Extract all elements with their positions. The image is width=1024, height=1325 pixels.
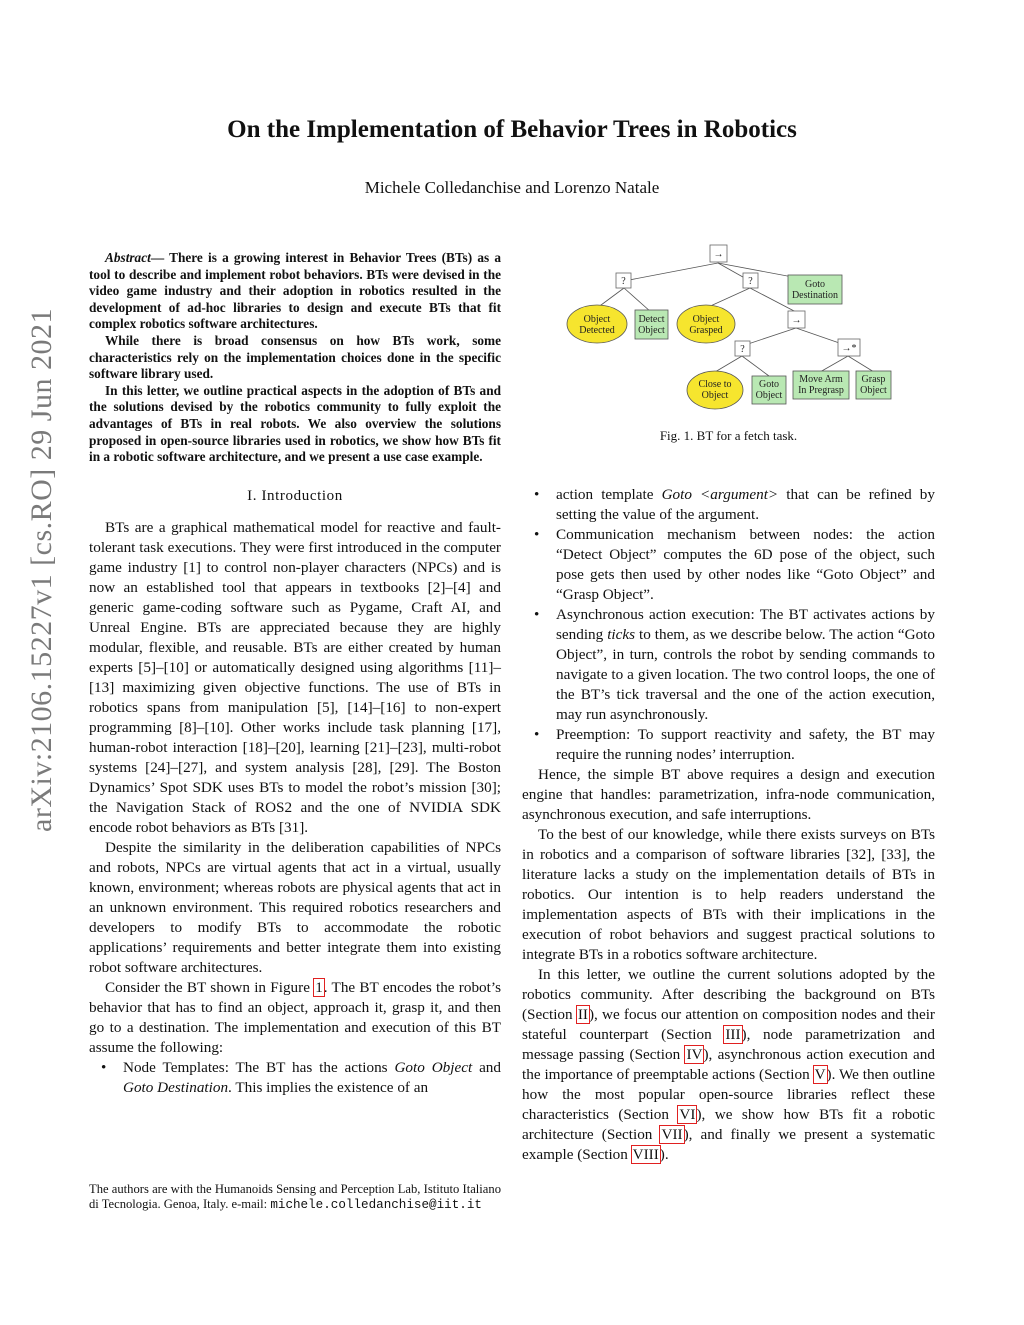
node-label: Destination bbox=[791, 290, 839, 301]
abstract-p3: In this letter, we outline practical aspects in the adoption of BTs and the solutions devised by the robotics community to fully exploit the advantages of BTs in real robots. We also overview the solutions proposed in open-source libraries used in robotics, we show how BTs fit in a robotic software architecture, and we present a use case example. bbox=[89, 382, 501, 465]
left-column bbox=[89, 250, 501, 1098]
abstract-label: Abstract bbox=[105, 250, 151, 265]
node-label: Object bbox=[860, 385, 887, 396]
intro-paragraph-2: Despite the similarity in the deliberation capabilities of NPCs and robots, NPCs are virtual agents that act in a virtual, usually known, environment; whereas robots are physical agents that act in an unknown environment. This required robotics researchers and developers to modify BTs to accommodate the robotic applications’ requirements and better integrate them into existing robot software architectures. bbox=[89, 838, 501, 976]
bullet-text: action template bbox=[556, 486, 662, 503]
node-label: Object bbox=[638, 325, 665, 336]
intro-p3-text-cont: . The BT encodes the robot’s behavior that has to find an object, approach it, grasp it, and then go to a destination. The implementation and execution of this BT assume the following: bbox=[89, 978, 501, 1056]
node-label: Grasp bbox=[861, 374, 886, 385]
section-ref-link-vii[interactable]: VII bbox=[661, 1126, 683, 1143]
section-ref-link-vi[interactable]: VI bbox=[679, 1106, 696, 1123]
behavior-tree-figure bbox=[560, 240, 910, 410]
condition-close-to-object bbox=[687, 371, 743, 409]
arxiv-sidebar-stamp bbox=[20, 190, 64, 950]
abstract-p1: There is a growing interest in Behavior Trees (BTs) as a tool to describe and implement robot behaviors. BTs were devised in the video game industry and their adoption in robotics resulted in the development of ad-hoc libraries to design and execute BTs that fit complex robotics software architectures. bbox=[89, 250, 502, 332]
sequence-with-memory-node bbox=[838, 339, 860, 356]
fallback-label: ? bbox=[621, 276, 626, 287]
section-ref-link-v[interactable]: V bbox=[814, 1066, 826, 1083]
sequence-node-2 bbox=[788, 311, 805, 328]
figure-caption: Fig. 1. BT for a fetch task. bbox=[659, 428, 798, 443]
node-label: Object bbox=[701, 390, 729, 401]
node-label: Detected bbox=[579, 325, 615, 336]
right-paragraph-1: Hence, the simple BT above requires a design and execution engine that handles: parametrization, infra-node communication, asynchronous execution, and safe interruptions. bbox=[522, 766, 935, 823]
section-ref-link-iii[interactable]: III bbox=[725, 1026, 741, 1043]
bullet-continuation bbox=[522, 485, 935, 525]
node-label: Object bbox=[583, 314, 611, 325]
footnote-text: The authors are with the Humanoids Sensing and Perception Lab, Istituto Italiano di Tecnologia. Genoa, Italy. e-mail: bbox=[89, 1182, 501, 1211]
bullet-text: Node Templates: The BT has the actions bbox=[123, 1058, 395, 1076]
intro-p3-text: Consider the BT shown in Figure bbox=[105, 978, 315, 996]
figure-reference-link[interactable]: 1 bbox=[315, 978, 323, 996]
paragraph-text: ), node parametrization and message passing (Section bbox=[522, 1026, 935, 1063]
section-ref-link-viii[interactable]: VIII bbox=[632, 1146, 659, 1163]
italic-ticks: ticks bbox=[607, 626, 636, 643]
node-label: In Pregrasp bbox=[798, 385, 844, 396]
node-label: Goto bbox=[805, 279, 825, 290]
bullet-italic-goto-destination: Goto Destination bbox=[123, 1078, 229, 1096]
paper-authors: Michele Colledanchise and Lorenzo Natale bbox=[364, 178, 660, 197]
node-label: Close to bbox=[698, 379, 732, 390]
right-paragraph-2: To the best of our knowledge, while there exists surveys on BTs in robotics and a comparison of software libraries [32], [33], the literature lacks a study on the implementation details of BTs in robotics. Our intention is to help readers understand the implementation aspects of BTs with their implications in the execution of robot behaviors and suggest practical solutions to integrate BTs in a robotics software architecture. bbox=[522, 826, 935, 963]
node-label: Object bbox=[755, 390, 783, 401]
fallback-label: ? bbox=[740, 344, 745, 355]
root-sequence-node bbox=[710, 245, 727, 262]
bullet-text: . This implies the existence of an bbox=[228, 1078, 429, 1096]
node-label: Object bbox=[692, 314, 720, 325]
condition-object-grasped bbox=[677, 305, 735, 343]
sequence-arrow-label: → bbox=[791, 315, 802, 326]
node-label: Grasped bbox=[689, 325, 723, 336]
paragraph-text: ), we show how BTs fit a robotic architecture (Section bbox=[522, 1106, 935, 1143]
node-label: Goto bbox=[759, 379, 779, 390]
bullet-asynchronous-execution bbox=[522, 605, 935, 725]
action-goto-object bbox=[752, 376, 786, 404]
intro-paragraph-1: BTs are a graphical mathematical model for reactive and fault-tolerant task executions. They were first introduced in the computer game industry [1] to control non-player characters (NPCs) and is now an established tool that appears in textbooks [2]–[4] and generic game-coding software such as Pygame, Craft AI, and Unreal Engine. BTs are appreciated because they are highly modular, flexible, and reusable. BTs are either created by human experts [5]–[10] or automatically designed using algorithms [11]–[13] maximizing given objective functions. The use of BTs in robotics spans from manipulation [5], [14]–[16] to non-expert programming [8]–[10]. Other works include task planning [17], human-robot interaction [18]–[20], learning [21]–[23], multi-robot systems [24]–[27], and system analysis [28], [29]. The Boston Dynamics’ Spot SDK uses BTs to model the robot’s mission [30]; the Navigation Stack of ROS2 and the one of NVIDIA SDK encode robot behaviors as BTs [31]. bbox=[89, 518, 501, 836]
paragraph-text: ). We then outline how the most popular open-source libraries reflect these characteristics (Section bbox=[522, 1066, 935, 1123]
intro-paragraph-3 bbox=[89, 978, 501, 1058]
bullet-text: Asynchronous action execution: The BT activates actions by sending bbox=[556, 606, 935, 643]
paragraph-text: ), we focus our attention on composition nodes and their stateful counterpart (Section bbox=[522, 1006, 935, 1043]
assumption-list-continued bbox=[522, 485, 935, 765]
right-paragraph-3 bbox=[522, 965, 935, 1165]
node-label: Move Arm bbox=[799, 374, 843, 385]
bullet-italic-goto-object: Goto Object bbox=[394, 1058, 473, 1076]
affiliation-footnote bbox=[89, 1182, 501, 1213]
action-grasp-object bbox=[856, 371, 891, 399]
goto-argument-template: Goto <argument> bbox=[661, 486, 779, 503]
fallback-node-2 bbox=[743, 273, 758, 288]
action-move-arm-in-pregrasp bbox=[793, 371, 849, 399]
paragraph-text: In this letter, we outline the current solutions adopted by the robotics community. After describing the background on BTs (Section bbox=[522, 966, 935, 1023]
section-heading-introduction: I. Introduction bbox=[247, 487, 343, 504]
bullet-node-templates bbox=[89, 1058, 501, 1098]
bullet-preemption: • Preemption: To support reactivity and safety, the BT may require the running nodes’ interruption. bbox=[522, 725, 935, 765]
paragraph-text: ), and finally we present a systematic example (Section bbox=[522, 1126, 936, 1163]
fallback-node-3 bbox=[735, 341, 750, 356]
section-ref-link-ii[interactable]: II bbox=[577, 1006, 588, 1023]
action-goto-destination bbox=[788, 275, 842, 304]
paragraph-text: ), asynchronous action execution and the importance of preemptable actions (Section bbox=[522, 1046, 935, 1083]
bullet-text: that can be refined by setting the value of the argument. bbox=[556, 486, 935, 523]
paragraph-text: ). bbox=[659, 1146, 669, 1163]
condition-object-detected bbox=[567, 305, 627, 343]
abstract-p2: While there is broad consensus on how BTs work, some characteristics rely on the implementation choices done in the specific software library used. bbox=[89, 332, 501, 382]
bullet-communication: • Communication mechanism between nodes: the action “Detect Object” computes the 6D pose of the object, such pose gets then used by other nodes like “Goto Object” and “Grasp Object”. bbox=[522, 525, 935, 605]
bullet-text: to them, as we describe below. The action “Goto Object”, in turn, controls the robot by sending commands to navigate to a given location. The two control loops, the one of the BT’s tick traversal and the one of the action execution, may run asynchronously. bbox=[556, 626, 935, 723]
action-detect-object bbox=[635, 310, 668, 339]
sequence-arrow-label: → bbox=[713, 249, 724, 260]
fallback-label: ? bbox=[748, 276, 753, 287]
fallback-node-1 bbox=[616, 273, 631, 288]
assumption-list bbox=[89, 1058, 501, 1098]
paper-title: On the Implementation of Behavior Trees in Robotics bbox=[227, 116, 797, 143]
section-ref-link-iv[interactable]: IV bbox=[686, 1046, 703, 1063]
node-label: Detect bbox=[638, 314, 665, 325]
right-column bbox=[522, 485, 935, 1165]
abstract: Abstract— There is a growing interest in Behavior Trees (BTs) as a tool to describe and implement robot behaviors. BTs were devised in the video game industry and their adoption in robotics resulted in the development of ad-hoc libraries to design and execute BTs that fit complex robotics software architectures. While there is broad consensus on how BTs work, some characteristics rely on the implementation choices done in the specific software library used. In this letter, we outline practical aspects in the adoption of BTs and the solutions devised by the robotics community to fully exploit the advantages of BTs in real robots. We also overview the solutions proposed in open-source libraries used in robotics, we show how BTs fit in a robotic software architecture, and we present a use case example. bbox=[89, 250, 502, 465]
footnote-email[interactable]: michele.colledanchise@iit.it bbox=[270, 1198, 482, 1212]
bullet-text: and bbox=[472, 1058, 501, 1076]
sequence-memory-label: →* bbox=[841, 343, 857, 354]
arxiv-id: arXiv:2106.15227v1 [cs.RO] 29 Jun 2021 bbox=[25, 308, 58, 832]
